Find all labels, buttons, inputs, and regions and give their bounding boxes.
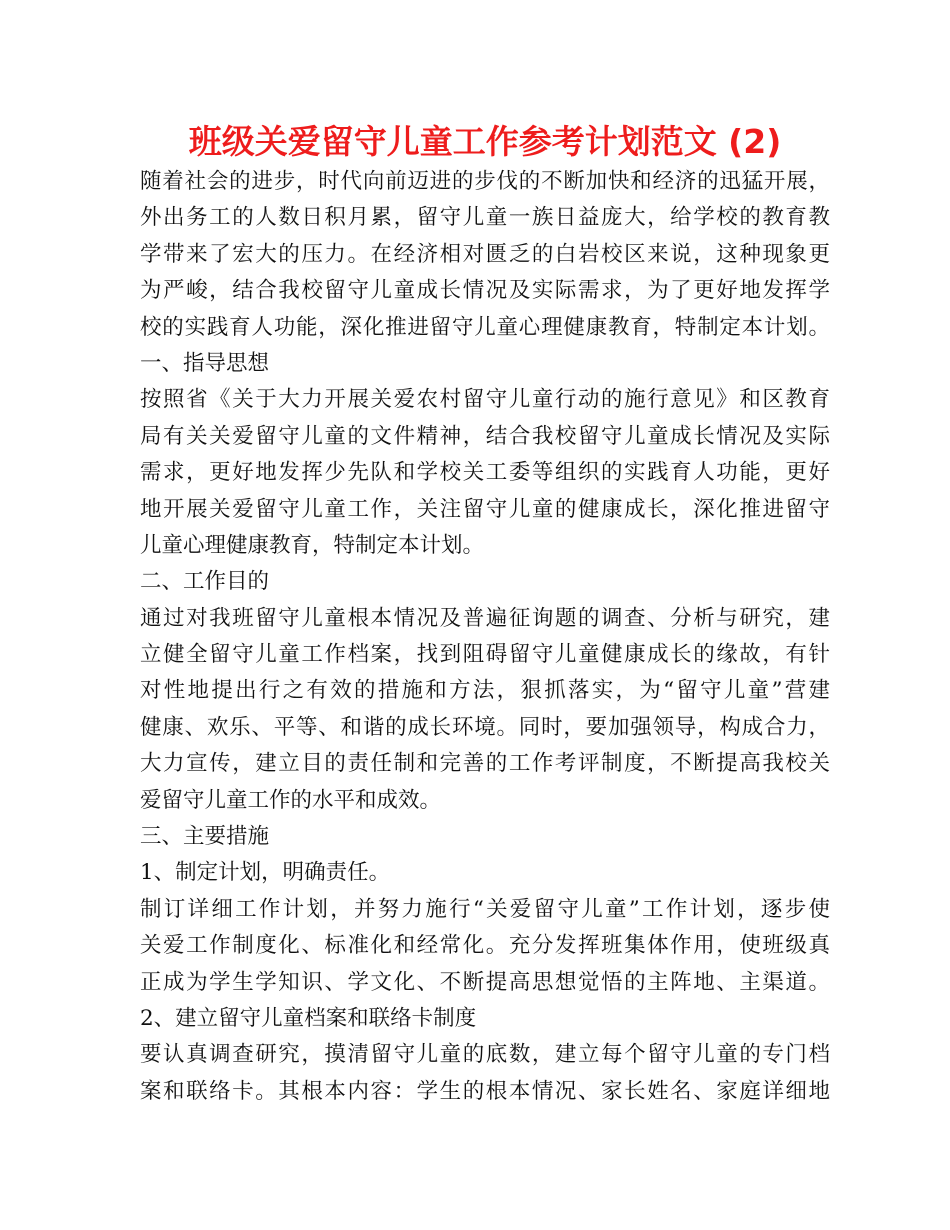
text-line: 爱留守儿童工作的水平和成效。: [140, 787, 442, 813]
text-line: 健康、欢乐、平等、和谐的成长环境。同时，要加强领导，构成合力，: [140, 714, 830, 740]
text-line: 外出务工的人数日积月累，留守儿童一族日益庞大，给学校的教育教: [140, 205, 830, 231]
text-line: 三、主要措施: [140, 824, 270, 850]
text-line: 儿童心理健康教育，特制定本计划。: [140, 532, 485, 558]
text-line: 立健全留守儿童工作档案，找到阻碍留守儿童健康成长的缘故，有针: [140, 642, 830, 668]
text-line: 大力宣传，建立目的责任制和完善的工作考评制度，不断提高我校关: [140, 751, 830, 777]
text-line: 需求，更好地发挥少先队和学校关工委等组织的实践育人功能，更好: [140, 460, 830, 486]
text-line: 对性地提出行之有效的措施和方法，狠抓落实，为“留守儿童”营建: [140, 678, 830, 704]
text-line: 校的实践育人功能，深化推进留守儿童心理健康教育，特制定本计划。: [140, 314, 830, 340]
text-line: 二、工作目的: [140, 569, 270, 595]
text-line: 地开展关爱留守儿童工作，关注留守儿童的健康成长，深化推进留守: [140, 496, 830, 522]
text-line: 案和联络卡。其根本内容：学生的根本情况、家长姓名、家庭详细地: [140, 1078, 830, 1104]
text-line: 2、建立留守儿童档案和联络卡制度: [140, 1005, 477, 1031]
text-line: 局有关关爱留守儿童的文件精神，结合我校留守儿童成长情况及实际: [140, 423, 830, 449]
document-title: 班级关爱留守儿童工作参考计划范文 (2): [188, 122, 782, 161]
text-line: 1、制定计划，明确责任。: [140, 860, 391, 886]
text-line: 关爱工作制度化、标准化和经常化。充分发挥班集体作用，使班级真: [140, 933, 830, 959]
text-line: 通过对我班留守儿童根本情况及普遍征询题的调查、分析与研究，建: [140, 605, 830, 631]
text-line: 一、指导思想: [140, 350, 270, 376]
document-page: [140, 120, 830, 1110]
text-line: 学带来了宏大的压力。在经济相对匮乏的白岩校区来说，这种现象更: [140, 241, 830, 267]
text-line: 随着社会的进步，时代向前迈进的步伐的不断加快和经济的迅猛开展，: [140, 169, 830, 194]
text-line: 制订详细工作计划，并努力施行“关爱留守儿童”工作计划，逐步使: [140, 896, 830, 922]
text-line: 按照省《关于大力开展关爱农村留守儿童行动的施行意见》和区教育: [140, 387, 830, 413]
text-line: 为严峻，结合我校留守儿童成长情况及实际需求，为了更好地发挥学: [140, 278, 830, 304]
document-body: [140, 164, 830, 1110]
text-line: 正成为学生学知识、学文化、不断提高思想觉悟的主阵地、主渠道。: [140, 969, 830, 995]
text-line: 要认真调查研究，摸清留守儿童的底数，建立每个留守儿童的专门档: [140, 1042, 830, 1068]
